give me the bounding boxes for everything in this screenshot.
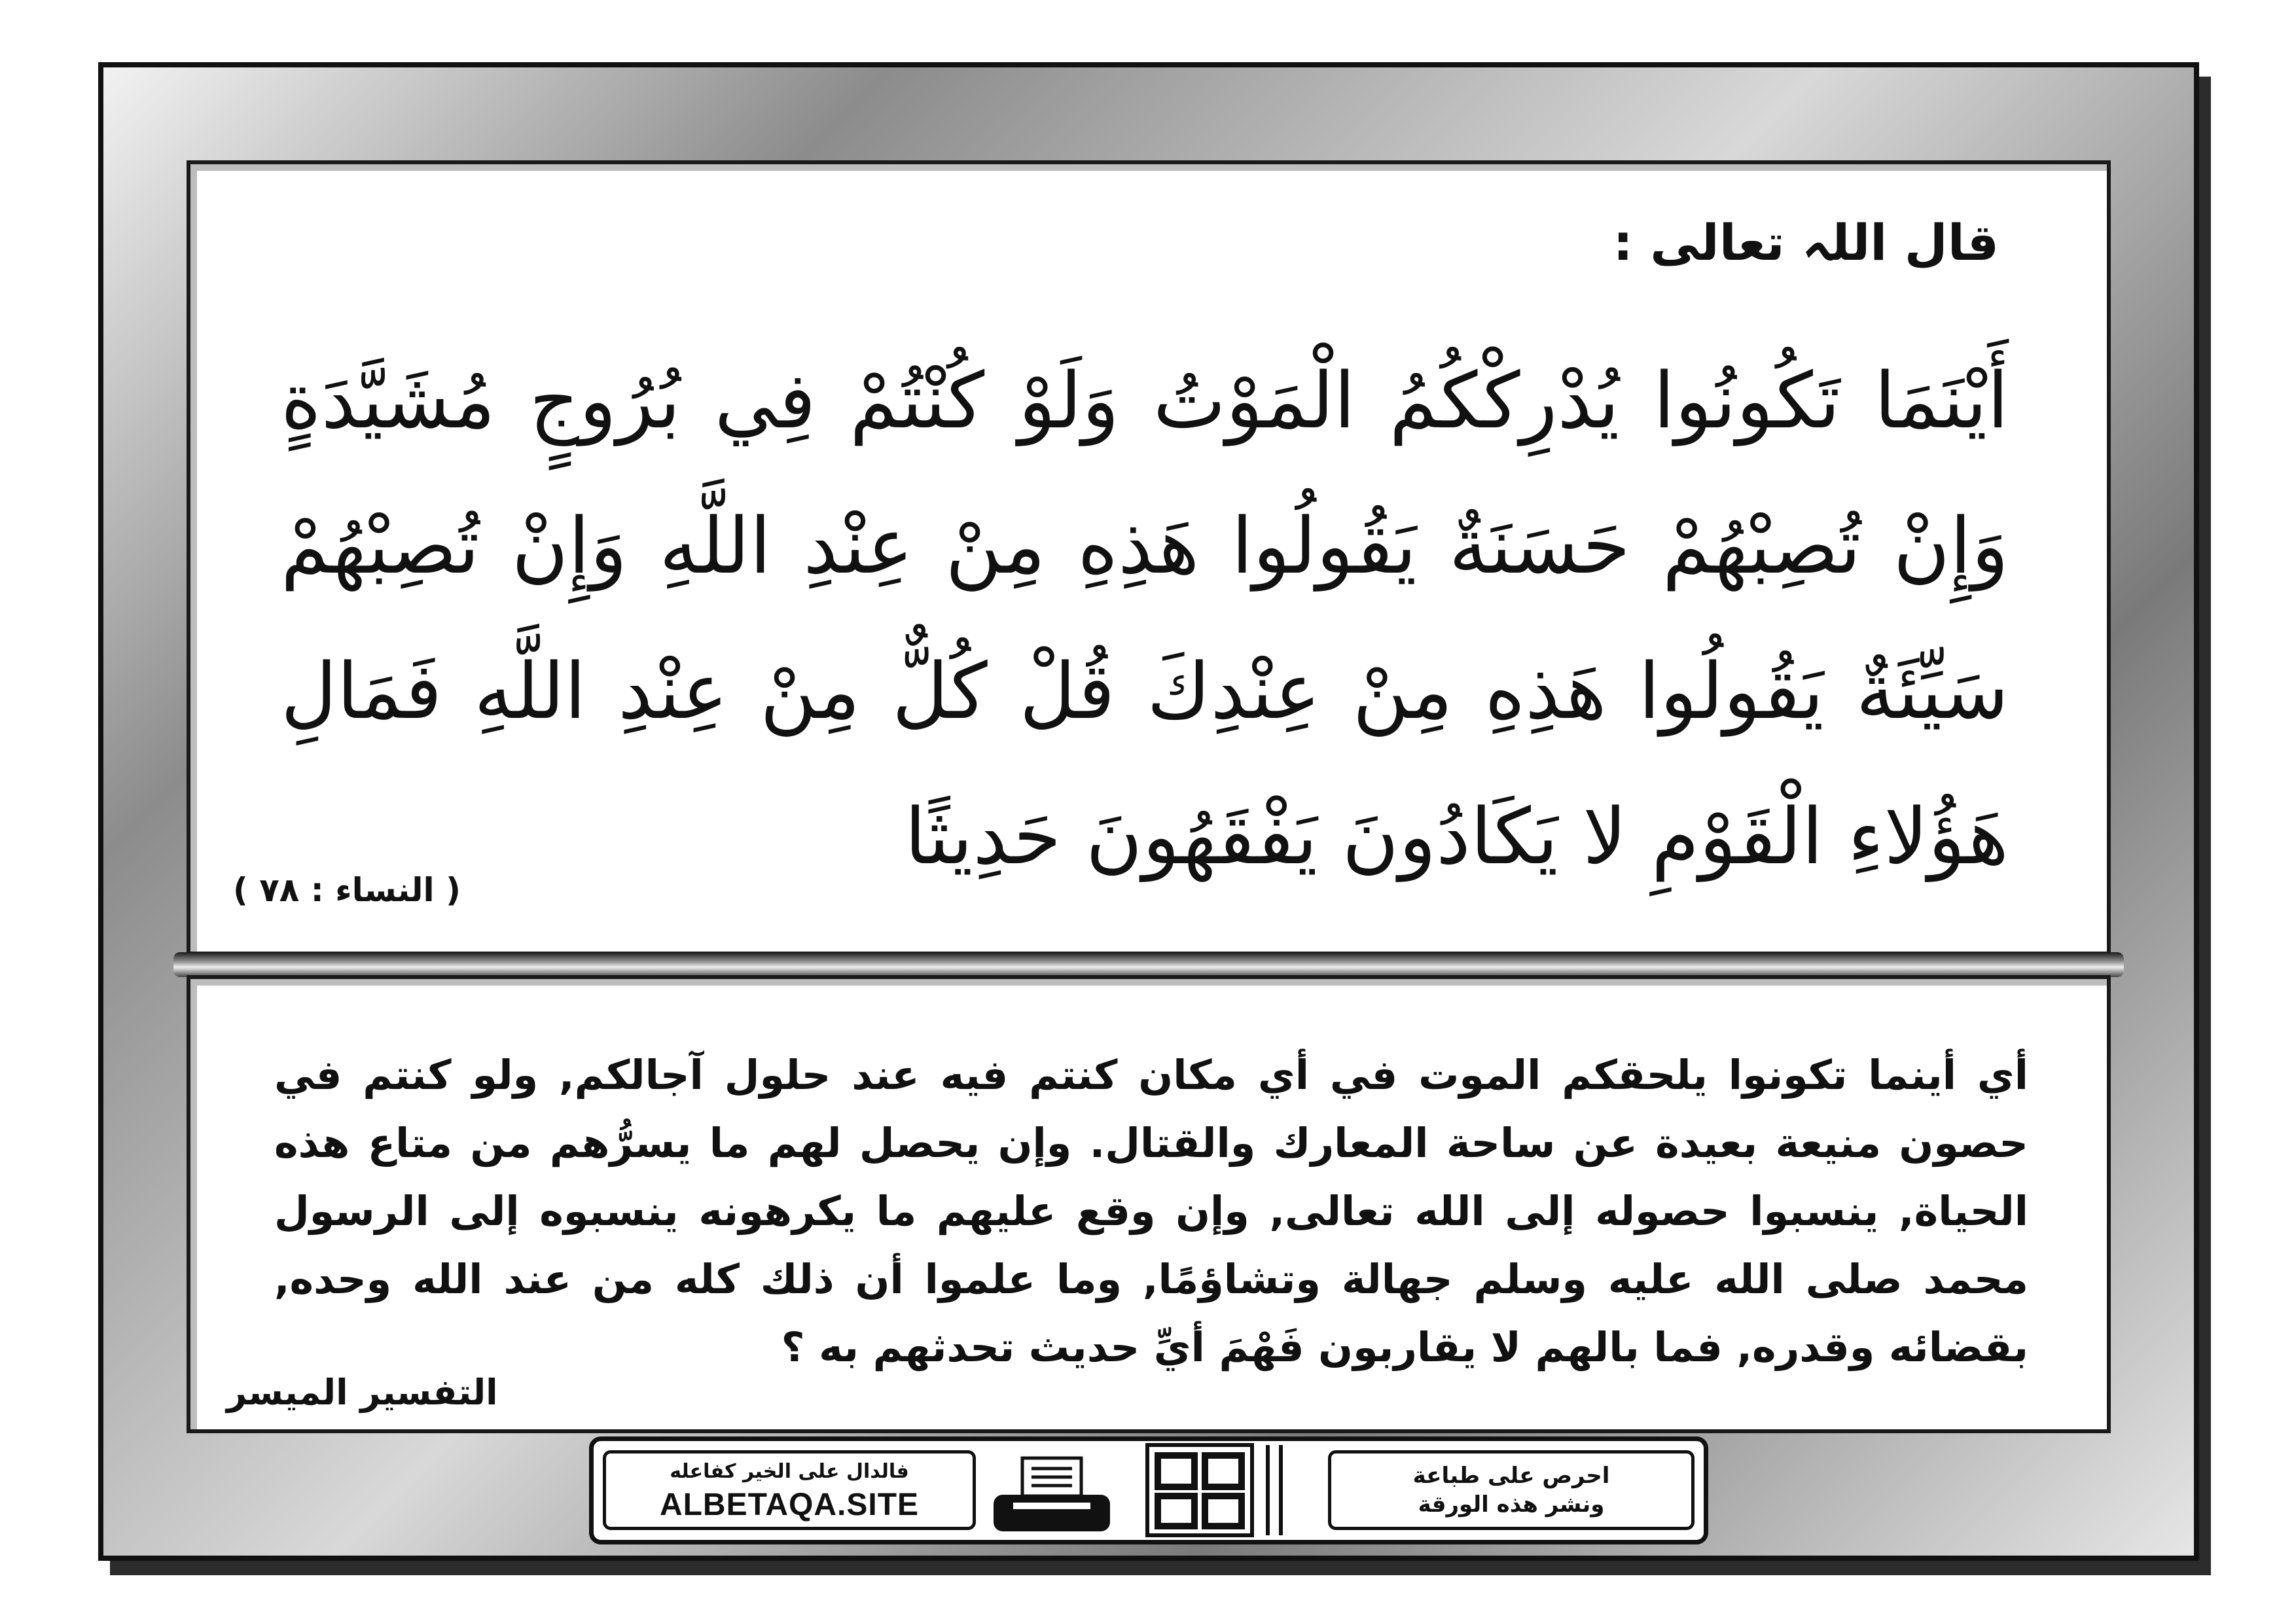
site-link[interactable]: ALBETAQA.SITE: [659, 1488, 920, 1522]
share-box: [1328, 1450, 1695, 1530]
share-line-2: ونشر هذه الورقة: [1418, 1491, 1605, 1518]
tafsir-text: أي أينما تكونوا يلحقكم الموت في أي مكان كنتم فيه عند حلول آجالكم, ولو كنتم في حصون منيعة بعيدة عن ساحة المعارك والقتال. وإن يحصل لهم ما يسرُّهم من متاع هذه الحياة, ينسبوا حصوله إلى الله تعالى, وإن وقع عليهم ما يكرهونه ينسبوه إلى الرسول محمد صلى الله عليه وسلم جهالة وتشاؤمًا, وما علموا أن ذلك كله من عند الله وحده, بقضائه وقدره, فما بالهم لا يقاربون فَهْمَ أيِّ حديث تحدثهم به ؟: [274, 1051, 2028, 1371]
printer-icon: [990, 1455, 1114, 1534]
tafsir-panel: [187, 975, 2111, 1433]
quran-verse: أَيْنَمَا تَكُونُوا يُدْرِكْكُمُ الْمَوْتُ وَلَوْ كُنْتُمْ فِي بُرُوجٍ مُشَيَّدَةٍ وَإِنْ تُصِبْهُمْ حَسَنَةٌ يَقُولُوا هَذِهِ مِنْ عِنْدِ اللَّهِ وَإِنْ تُصِبْهُمْ سَيِّئَةٌ يَقُولُوا هَذِهِ مِنْ عِنْدِكَ قُلْ كُلٌّ مِنْ عِنْدِ اللَّهِ فَمَالِ هَؤُلاءِ الْقَوْمِ لا يَكَادُونَ يَفْقَهُونَ حَدِيثًا: [281, 355, 2009, 882]
dawat-alwaraqa-logo-icon: [1143, 1441, 1300, 1539]
site-slogan: فالدال على الخير كفاعله: [670, 1460, 909, 1483]
share-line-1: احرص على طباعة: [1412, 1463, 1610, 1489]
intro-heading: قال اللہ تعالى :: [1613, 213, 1999, 272]
tafsir-source: التفسير الميسر: [226, 1372, 498, 1413]
site-box: [603, 1450, 976, 1530]
panel-divider: [173, 952, 2124, 977]
verse-reference: ( النساء : ٧٨ ): [233, 871, 461, 909]
verse-panel: [187, 160, 2111, 955]
footer-strip: [589, 1436, 1708, 1544]
